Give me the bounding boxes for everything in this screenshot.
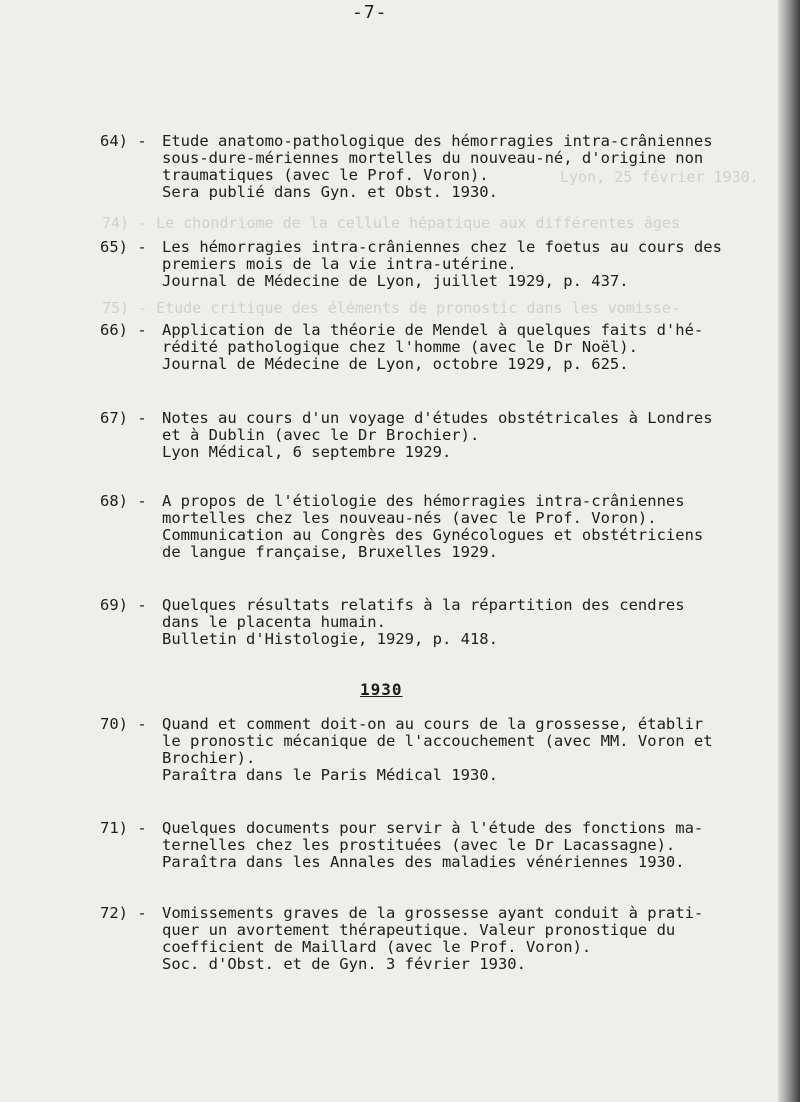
entry-line: Application de la théorie de Mendel à quelques faits d'hé-	[162, 321, 704, 339]
page-number: -7-	[352, 2, 388, 23]
entry-number: 72) -	[100, 904, 147, 922]
entry-number: 67) -	[100, 409, 147, 427]
entry-line: le pronostic mécanique de l'accouchement (avec MM. Voron et	[162, 732, 713, 750]
entry-number: 71) -	[100, 819, 147, 837]
entry-line: Notes au cours d'un voyage d'études obstétricales à Londres	[162, 409, 713, 427]
entry-number: 66) -	[100, 321, 147, 339]
bleed-through-text: 75) - Etude critique des éléments de pronostic dans les vomisse-	[102, 299, 680, 317]
bleed-through-text: Lyon, 25 février 1930.	[560, 168, 759, 186]
entry-line: traumatiques (avec le Prof. Voron).	[162, 166, 489, 184]
entry-line: Bulletin d'Histologie, 1929, p. 418.	[162, 630, 498, 648]
entry-line: dans le placenta humain.	[162, 613, 386, 631]
entry-line: sous-dure-mériennes mortelles du nouveau-né, d'origine non	[162, 149, 704, 167]
entry-line: premiers mois de la vie intra-utérine.	[162, 255, 517, 273]
entry-line: Quand et comment doit-on au cours de la grossesse, établir	[162, 715, 704, 733]
entry-line: Etude anatomo-pathologique des hémorragies intra-crâniennes	[162, 132, 713, 150]
entry-line: Sera publié dans Gyn. et Obst. 1930.	[162, 183, 498, 201]
entry-line: Brochier).	[162, 749, 256, 767]
entry-line: de langue française, Bruxelles 1929.	[162, 543, 498, 561]
entry-line: mortelles chez les nouveau-nés (avec le Prof. Voron).	[162, 509, 657, 527]
entry-line: coefficient de Maillard (avec le Prof. Voron).	[162, 938, 592, 956]
entry-line: Journal de Médecine de Lyon, juillet 1929, p. 437.	[162, 272, 629, 290]
entry-line: Paraîtra dans les Annales des maladies vénériennes 1930.	[162, 853, 685, 871]
entry-line: ternelles chez les prostituées (avec le Dr Lacassagne).	[162, 836, 676, 854]
entry-number: 69) -	[100, 596, 147, 614]
entry-line: A propos de l'étiologie des hémorragies intra-crâniennes	[162, 492, 685, 510]
entry-line: Journal de Médecine de Lyon, octobre 1929, p. 625.	[162, 355, 629, 373]
entry-number: 68) -	[100, 492, 147, 510]
entry-line: Communication au Congrès des Gynécologues et obstétriciens	[162, 526, 704, 544]
entry-number: 70) -	[100, 715, 147, 733]
entry-line: Soc. d'Obst. et de Gyn. 3 février 1930.	[162, 955, 526, 973]
entry-line: quer un avortement thérapeutique. Valeur pronostique du	[162, 921, 676, 939]
entry-number: 64) -	[100, 132, 147, 150]
entry-number: 65) -	[100, 238, 147, 256]
entry-line: rédité pathologique chez l'homme (avec le Dr Noël).	[162, 338, 638, 356]
year-heading: 1930	[360, 680, 403, 699]
entry-line: Quelques résultats relatifs à la répartition des cendres	[162, 596, 685, 614]
entry-line: Vomissements graves de la grossesse ayant conduit à prati-	[162, 904, 704, 922]
bleed-through-text: 74) - Le chondriome de la cellule hépatique aux différentes âges	[102, 214, 680, 232]
entry-line: Lyon Médical, 6 septembre 1929.	[162, 443, 452, 461]
entry-line: Paraîtra dans le Paris Médical 1930.	[162, 766, 498, 784]
entry-line: Quelques documents pour servir à l'étude des fonctions ma-	[162, 819, 704, 837]
entry-line: et à Dublin (avec le Dr Brochier).	[162, 426, 480, 444]
entry-line: Les hémorragies intra-crâniennes chez le foetus au cours des	[162, 238, 722, 256]
